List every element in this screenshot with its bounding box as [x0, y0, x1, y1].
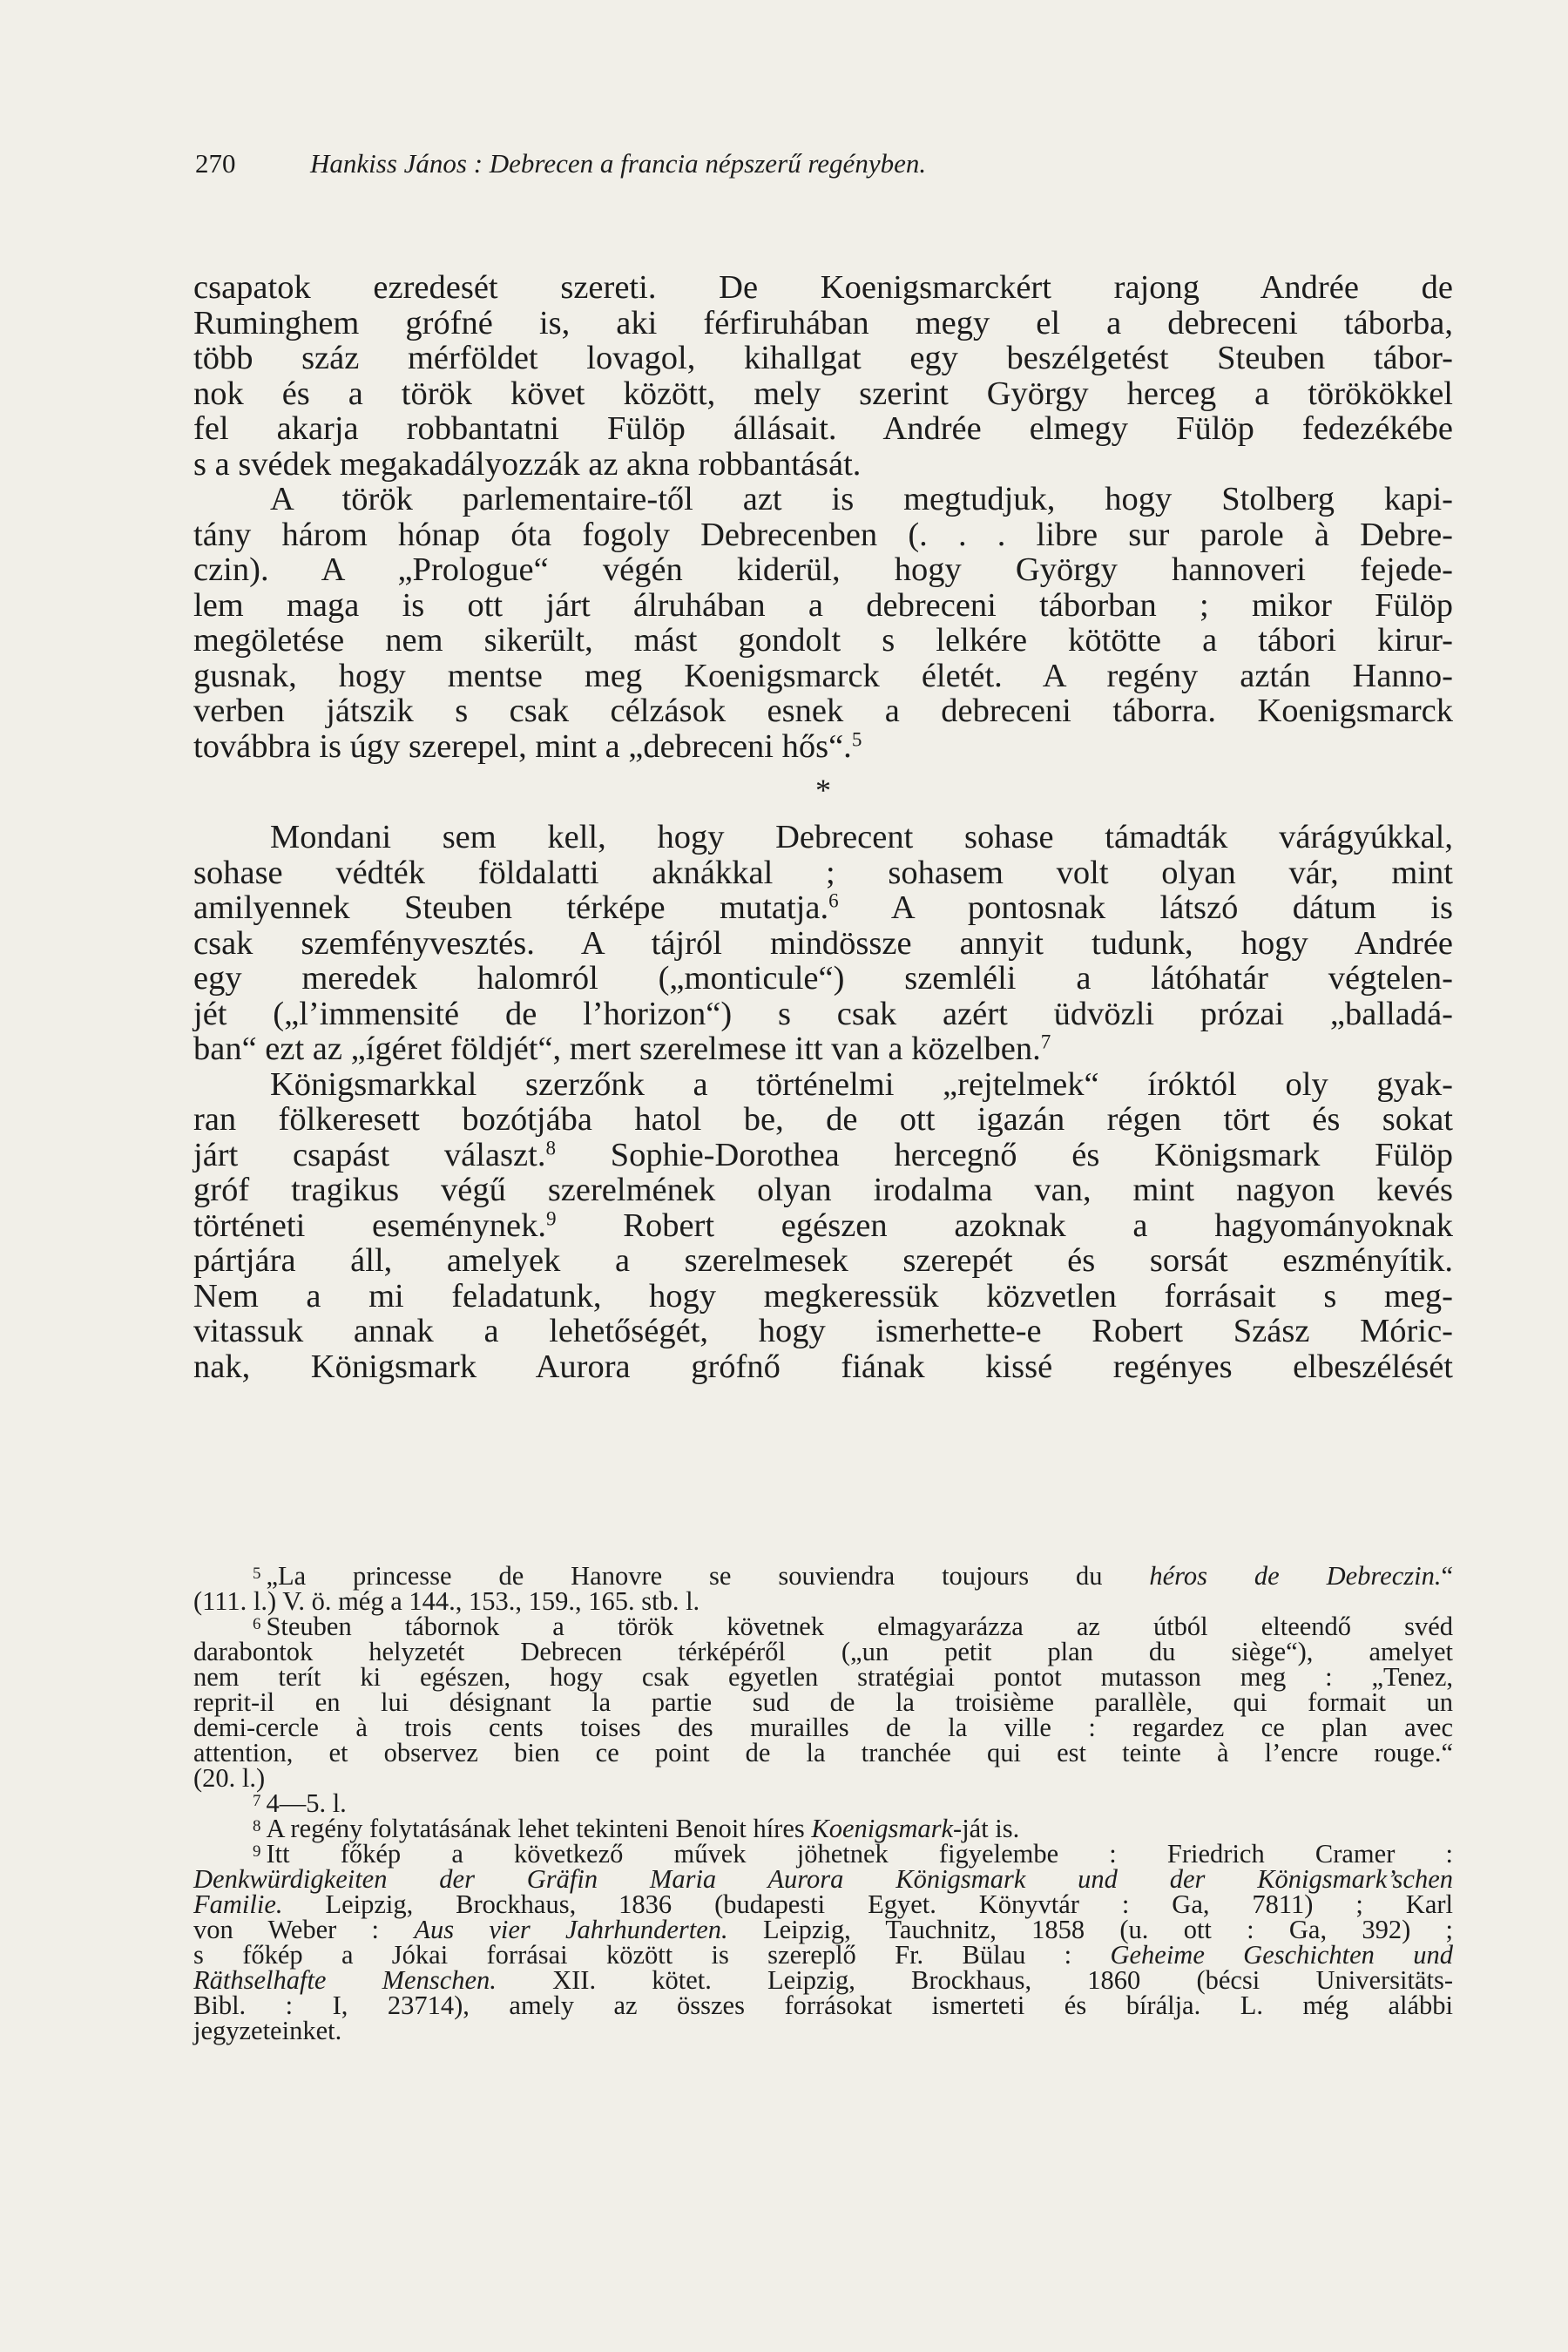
footnote-line: nem terít ki egészen, hogy csak egyetlen stratégiai pontot mutasson meg : „Tenez,: [193, 1662, 1453, 1692]
text-line: gróf tragikus végű szerelmének olyan irodalma van, mint nagyon kevés: [193, 1172, 1453, 1208]
text-line: Königsmarkkal szerzőnk a történelmi „rejtelmek“ íróktól oly gyak-: [270, 1065, 1453, 1103]
footnote-line: von Weber : Aus vier Jahrhunderten. Leipzig, Tauchnitz, 1858 (u. ott : Ga, 392) ;: [193, 1915, 1454, 1944]
footnote-ref: 6: [828, 889, 839, 912]
text-line: csapatok ezredesét szereti. De Koenigsmarckért rajong Andrée de: [193, 269, 1453, 306]
text-line: ban“ ezt az „ígéret földjét“, mert szerelmese itt van a közelben.$^7$: [193, 1030, 1051, 1067]
footnote-line: Räthselhafte Menschen. XII. kötet. Leipzig, Brockhaus, 1860 (bécsi Universitäts-: [193, 1965, 1454, 1995]
text-line: sohase védték földalatti aknákkal ; sohasem volt olyan vár, mint: [193, 854, 1453, 891]
running-title: Hankiss János : Debrecen a francia népszerű regényben.: [310, 148, 927, 179]
text-line: fel akarja robbantatni Fülöp állásait. Andrée elmegy Fülöp fedezékébe: [193, 410, 1453, 447]
footnote-line: demi-cercle à trois cents toises des murailles de la ville : regardez ce plan avec: [193, 1713, 1453, 1742]
footnote-line: Bibl. : I, 23714), amely az összes forrásokat ismerteti és bírálja. L. még alábbi: [193, 1990, 1453, 2020]
page-number: 270: [195, 148, 236, 179]
footnote-line: Familie. Leipzig, Brockhaus, 1836 (budapesti Egyet. Könyvtár : Ga, 7811) ; Karl: [193, 1889, 1453, 1919]
footnote-number: 6: [253, 1615, 261, 1634]
text-line: czin). A „Prologue“ végén kiderül, hogy György hannoveri fejede-: [193, 551, 1453, 588]
text-line: amilyennek Steuben térképe mutatja.$^6$ A pontosnak látszó dátum is: [193, 889, 1453, 926]
footnote-number: 5: [253, 1565, 261, 1584]
text-line: s a svédek megakadályozzák az akna robbantását.: [193, 445, 862, 483]
footnote-line: (20. l.): [193, 1763, 266, 1793]
text-line: továbbra is úgy szerepel, mint a „debreceni hős“.$^5$: [193, 727, 862, 765]
text-line: több száz mérföldet lovagol, kihallgat egy beszélgetést Steuben tábor-: [193, 340, 1453, 376]
footnote-line: reprit-il en lui désignant la partie sud de la troisième parallèle, qui formait un: [193, 1687, 1453, 1717]
footnote-line: $^6$ Steuben tábornok a török követnek elmagyarázza az útból elteendő svéd: [253, 1612, 1453, 1641]
footnote-number: 8: [253, 1817, 261, 1836]
text-line: pártjára áll, amelyek a szerelmesek szerepét és sorsát eszményítik.: [193, 1242, 1453, 1279]
text-line: vitassuk annak a lehetőségét, hogy ismerhette-e Robert Szász Móric-: [193, 1313, 1453, 1349]
text-line: jét („l’immensité de l’horizon“) s csak azért üdvözli prózai „balladá-: [193, 995, 1453, 1032]
footnote-line: Denkwürdigkeiten der Gräfin Maria Aurora Königsmark und der Königsmark’schen: [193, 1864, 1453, 1894]
text-line: gusnak, hogy mentse meg Koenigsmarck életét. A regény aztán Hanno-: [193, 657, 1453, 694]
footnote-number: 7: [253, 1792, 261, 1811]
footnote-number: 9: [253, 1842, 261, 1862]
footnote-line: $^7$ 4—5. l.: [253, 1788, 347, 1818]
text-line: járt csapást választ.$^8$ Sophie-Dorothea hercegnő és Königsmark Fülöp: [193, 1135, 1453, 1173]
text-line: ran fölkeresett bozótjába hatol be, de ott igazán régen tört és sokat: [193, 1101, 1453, 1138]
footnote-line: attention, et observez bien ce point de la tranchée qui est teinte à l’encre rouge.“: [193, 1738, 1453, 1767]
text-line: lem maga is ott járt álruhában a debreceni táborban ; mikor Fülöp: [193, 586, 1453, 624]
text-line: nak, Königsmark Aurora grófnő fiának kissé regényes elbeszélését: [193, 1348, 1453, 1385]
running-header: [195, 146, 1450, 181]
footnote-line: darabontok helyzetét Debrecen térképéről („un petit plan du siège“), amelyet: [193, 1637, 1453, 1666]
text-line: Mondani sem kell, hogy Debrecent sohase támadták várágyúkkal,: [270, 819, 1453, 855]
text-line: megöletése nem sikerült, mást gondolt s lelkére kötötte a tábori kirur-: [193, 622, 1453, 659]
footnote-ref: 8: [545, 1135, 556, 1159]
section-separator: *: [815, 773, 831, 808]
footnote-ref: 9: [545, 1206, 557, 1229]
text-line: tány három hónap óta fogoly Debrecenben (. . . libre sur parole à Debre-: [193, 516, 1453, 553]
footnote-line: s főkép a Jókai forrásai között is szereplő Fr. Bülau : Geheime Geschichten und: [193, 1940, 1453, 1970]
footnote-line: $^9$ Itt főkép a következő művek jöhetnek figyelembe : Friedrich Cramer :: [253, 1839, 1453, 1869]
text-line: nok és a török követ között, mely szerint György herceg a törökökkel: [193, 375, 1453, 412]
main-text: [193, 270, 1453, 1384]
text-line: csak szemfényvesztés. A tájról mindössze annyit tudunk, hogy Andrée: [193, 924, 1453, 962]
text-line: A török parlementaire-től azt is megtudjuk, hogy Stolberg kapi-: [270, 481, 1453, 517]
text-line: Ruminghem grófné is, aki férfiruhában megy el a debreceni táborba,: [193, 304, 1453, 341]
footnotes: [193, 1561, 1454, 2045]
text-line: egy meredek halomról („monticule“) szemléli a látóhatár végtelen-: [193, 960, 1453, 997]
text-line: Nem a mi feladatunk, hogy megkeressük közvetlen forrásait s meg-: [193, 1277, 1453, 1315]
footnote-line: $^8$ A regény folytatásának lehet tekinteni Benoit híres Koenigsmark-ját is.: [253, 1814, 1020, 1843]
footnote-line: $^5$ „La princesse de Hanovre se souviendra toujours du héros de Debreczin.“: [253, 1561, 1454, 1591]
text-line: verben játszik s csak célzások esnek a debreceni táborra. Koenigsmarck: [193, 693, 1453, 729]
footnote-line: jegyzeteinket.: [193, 2016, 342, 2045]
footnote-ref: 5: [851, 727, 862, 750]
footnote-line: (111. l.) V. ö. még a 144., 153., 159., 165. stb. l.: [193, 1586, 700, 1616]
text-line: történeti eseménynek.$^9$ Robert egészen azoknak a hagyományoknak: [193, 1206, 1453, 1244]
footnote-ref: 7: [1040, 1030, 1051, 1053]
